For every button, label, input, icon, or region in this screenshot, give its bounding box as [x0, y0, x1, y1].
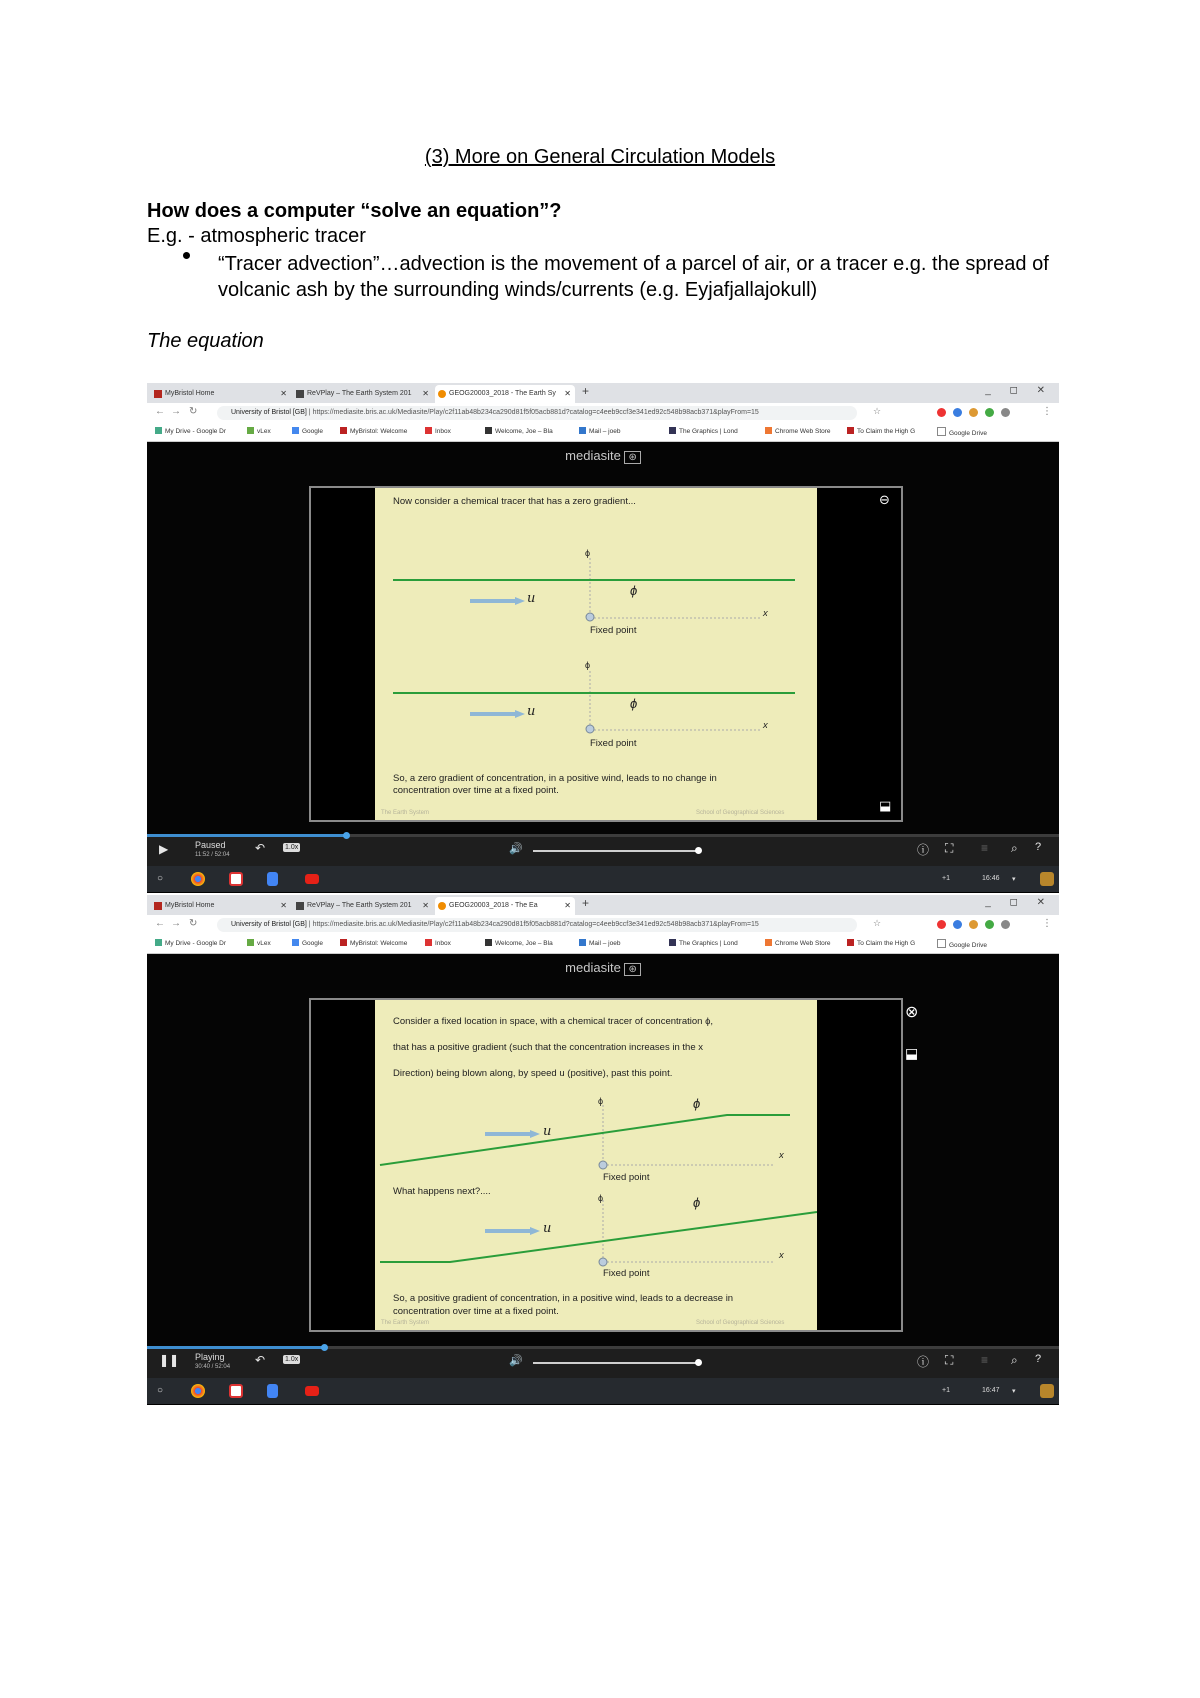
- bookmark-vlex[interactable]: vLex: [247, 427, 271, 435]
- bookmark-inbox[interactable]: Inbox: [425, 939, 451, 947]
- youtube-icon[interactable]: [305, 874, 319, 884]
- rewind-icon[interactable]: ↶: [255, 1353, 266, 1367]
- u-label: u: [543, 1221, 552, 1236]
- document-title: (3) More on General Circulation Models: [424, 146, 776, 168]
- phi-axis-label: ϕ: [598, 1096, 604, 1106]
- url-input[interactable]: University of Bristol [GB] | https://mediasite.bris.ac.uk/Mediasite/Play/c2f11ab48b234ca290d81f5f05acb881d?catalog=c4eeb9ccf3e341ed92c548b98acb371&playFrom=15: [217, 406, 857, 420]
- bookmark-mail[interactable]: Mail – joeb: [579, 939, 620, 947]
- wind-arrow: [470, 599, 515, 603]
- slide-line-2: that has a positive gradient (such that the concentration increases in the x: [393, 1042, 703, 1053]
- bullet-marker: [183, 252, 190, 259]
- avatar[interactable]: [1040, 1384, 1054, 1398]
- wifi-icon[interactable]: ▾: [1012, 876, 1016, 883]
- tab-label: MyBristol Home: [165, 902, 215, 909]
- launcher-icon[interactable]: ○: [157, 1385, 164, 1396]
- wifi-icon[interactable]: ▾: [1012, 1388, 1016, 1395]
- address-bar-row: [147, 403, 1059, 423]
- progress-bar[interactable]: [147, 834, 1059, 837]
- close-icon[interactable]: ✕: [564, 901, 571, 910]
- mediasite-logo: mediasite ⊛: [147, 960, 1059, 975]
- gmail-icon[interactable]: [229, 1384, 243, 1398]
- tab-mediasite[interactable]: [435, 897, 575, 915]
- wind-arrow-head: [515, 597, 525, 605]
- expand-icon[interactable]: ⬓: [905, 1045, 919, 1061]
- slide-positive-gradient: [375, 1000, 817, 1330]
- slide-zero-gradient: [375, 488, 817, 820]
- volume-icon[interactable]: 🔊: [509, 1355, 523, 1367]
- progress-bar[interactable]: [147, 1346, 1059, 1349]
- clock[interactable]: 16:46: [982, 875, 1000, 882]
- x-label: x: [763, 720, 768, 731]
- slide-line-3: Direction) being blown along, by speed u (positive), past this point.: [393, 1068, 673, 1079]
- conclusion-line-1: So, a zero gradient of concentration, in a positive wind, leads to no change in: [393, 773, 717, 784]
- bookmark-gdrive[interactable]: Google Drive: [937, 427, 987, 437]
- extension-icon[interactable]: [985, 920, 994, 929]
- equation-label: The equation: [147, 330, 264, 352]
- bookmarks-bar: [147, 423, 1059, 442]
- window-controls[interactable]: _ ◻ ✕: [985, 385, 1053, 396]
- video-stage: [147, 442, 1059, 834]
- conclusion-line-2: concentration over time at a fixed point.: [393, 1306, 559, 1317]
- tab-mybristol[interactable]: [151, 385, 291, 403]
- speed-button[interactable]: 1.0x: [285, 844, 299, 851]
- info-icon[interactable]: ⓘ: [917, 1355, 930, 1369]
- player-controls: [147, 1346, 1059, 1378]
- tab-label: MyBristol Home: [165, 390, 215, 397]
- tab-mediasite[interactable]: [435, 385, 575, 403]
- phi-axis-label: ϕ: [585, 660, 591, 670]
- url-input[interactable]: University of Bristol [GB] | https://mediasite.bris.ac.uk/Mediasite/Play/c2f11ab48b234ca290d81f5f05acb881d?catalog=c4eeb9ccf3e341ed92c548b98acb371&playFrom=15: [217, 918, 857, 932]
- forward-icon[interactable]: →: [171, 406, 181, 417]
- phi-label: ϕ: [630, 696, 638, 711]
- tab-mybristol[interactable]: [151, 897, 291, 915]
- tab-label: GEOG20003_2018 - The Earth Sy: [449, 390, 556, 397]
- search-icon[interactable]: ⌕: [1011, 1353, 1018, 1367]
- fixed-point-label: Fixed point: [603, 1268, 650, 1279]
- notification-badge[interactable]: +1: [942, 875, 950, 882]
- zero-gradient-diagram: [375, 488, 817, 820]
- playback-state: Playing: [195, 1352, 225, 1362]
- bookmark-gdrive[interactable]: Google Drive: [937, 939, 987, 949]
- tab-label: ReVPlay – The Earth System 201: [307, 902, 412, 909]
- clock[interactable]: 16:47: [982, 1387, 1000, 1394]
- phi-axis-label: ϕ: [585, 548, 591, 558]
- search-icon[interactable]: ⌕: [1011, 841, 1018, 855]
- upper-panel: [393, 558, 795, 621]
- site-identity: University of Bristol [GB]: [231, 921, 307, 928]
- x-label: x: [779, 1250, 784, 1261]
- bookmark-webstore[interactable]: Chrome Web Store: [765, 939, 831, 947]
- screenshot-playing: [147, 895, 1059, 1405]
- reload-icon[interactable]: ↻: [189, 918, 198, 929]
- example-line: E.g. - atmospheric tracer: [147, 225, 366, 247]
- play-icon[interactable]: ▶: [159, 842, 169, 856]
- close-icon[interactable]: ✕: [280, 901, 287, 910]
- slide-footer-left: The Earth System: [381, 1320, 430, 1326]
- extension-icon[interactable]: [937, 408, 946, 417]
- address-bar-row: [147, 915, 1059, 935]
- conclusion-line-2: concentration over time at a fixed point.: [393, 785, 559, 796]
- back-icon[interactable]: ←: [155, 406, 165, 417]
- wind-arrow-head: [530, 1130, 540, 1138]
- volume-knob[interactable]: [695, 1359, 702, 1366]
- bookmark-google[interactable]: Google: [292, 427, 323, 435]
- extension-icon[interactable]: [969, 408, 978, 417]
- bookmark-mybristol[interactable]: MyBristol: Welcome: [340, 427, 407, 435]
- fixed-point-marker: [586, 613, 594, 621]
- fixed-point-marker: [599, 1161, 607, 1169]
- new-tab-button[interactable]: +: [582, 896, 590, 910]
- slide-heading: Now consider a chemical tracer that has a zero gradient...: [393, 496, 636, 507]
- bookmark-drive[interactable]: My Drive - Google Dr: [155, 939, 226, 947]
- lower-panel: [380, 1200, 817, 1266]
- progress-fill: [147, 834, 347, 837]
- fixed-point-label: Fixed point: [603, 1172, 650, 1183]
- close-icon[interactable]: ✕: [564, 389, 571, 398]
- slide-frame: [309, 486, 903, 822]
- fullscreen-icon[interactable]: ⛶: [945, 1353, 954, 1367]
- phi-label: ϕ: [693, 1096, 701, 1111]
- os-taskbar: [147, 866, 1059, 892]
- x-label: x: [779, 1150, 784, 1161]
- url-text: https://mediasite.bris.ac.uk/Mediasite/Play/c2f11ab48b234ca290d81f5f05acb881d?catalog=c4eeb9ccf3e341ed92c548b98acb371&playFrom=15: [312, 921, 759, 928]
- list-icon[interactable]: ≡: [981, 841, 989, 855]
- mediasite-tab-icon: [438, 390, 446, 398]
- upper-panel: [380, 1105, 790, 1169]
- positive-gradient-diagram: [375, 1000, 817, 1330]
- revplay-icon: [296, 390, 304, 398]
- wind-arrow-head: [515, 710, 525, 718]
- fixed-point-label: Fixed point: [590, 625, 637, 636]
- pause-icon[interactable]: ❚❚: [159, 1353, 180, 1367]
- slide-question: What happens next?....: [393, 1186, 491, 1197]
- mybristol-icon: [154, 902, 162, 910]
- reload-icon[interactable]: ↻: [189, 406, 198, 417]
- wind-arrow-head: [530, 1227, 540, 1235]
- slide-footer-left: The Earth System: [381, 810, 430, 816]
- u-label: u: [543, 1124, 552, 1139]
- section-heading: How does a computer “solve an equation”?: [147, 200, 562, 222]
- bookmark-webstore[interactable]: Chrome Web Store: [765, 427, 831, 435]
- os-taskbar: [147, 1378, 1059, 1404]
- bookmarks-bar: [147, 935, 1059, 954]
- volume-knob[interactable]: [695, 847, 702, 854]
- mediasite-logo: mediasite ⊛: [147, 448, 1059, 463]
- close-icon[interactable]: ✕: [422, 901, 429, 910]
- wind-arrow: [485, 1132, 530, 1136]
- lower-panel: [393, 671, 795, 733]
- star-icon[interactable]: ☆: [873, 406, 882, 416]
- close-icon[interactable]: ✕: [422, 389, 429, 398]
- wind-arrow: [470, 712, 515, 716]
- back-icon[interactable]: ←: [155, 918, 165, 929]
- bookmark-claim[interactable]: To Claim the High G: [847, 427, 915, 435]
- youtube-icon[interactable]: [305, 1386, 319, 1396]
- conclusion-line-1: So, a positive gradient of concentration, in a positive wind, leads to a decrease in: [393, 1293, 734, 1304]
- player-controls: [147, 834, 1059, 866]
- bookmark-google[interactable]: Google: [292, 939, 323, 947]
- close-icon[interactable]: ✕: [280, 389, 287, 398]
- extension-icon[interactable]: [937, 920, 946, 929]
- mediasite-tab-icon: [438, 902, 446, 910]
- volume-slider[interactable]: [533, 850, 698, 852]
- bookmark-inbox[interactable]: Inbox: [425, 427, 451, 435]
- chrome-icon[interactable]: [191, 1384, 205, 1398]
- tab-label: ReVPlay – The Earth System 201: [307, 390, 412, 397]
- browser-tab-bar: [147, 895, 1059, 915]
- url-text: https://mediasite.bris.ac.uk/Mediasite/Play/c2f11ab48b234ca290d81f5f05acb881d?catalog=c4eeb9ccf3e341ed92c548b98acb371&playFrom=15: [312, 409, 759, 416]
- u-label: u: [527, 591, 536, 606]
- extension-icon[interactable]: [969, 920, 978, 929]
- help-icon[interactable]: ?: [1035, 841, 1042, 853]
- progress-knob[interactable]: [321, 1344, 328, 1351]
- fixed-point-label: Fixed point: [590, 738, 637, 749]
- volume-icon[interactable]: 🔊: [509, 843, 523, 855]
- chrome-icon[interactable]: [191, 872, 205, 886]
- bookmark-mybristol[interactable]: MyBristol: Welcome: [340, 939, 407, 947]
- extension-icon[interactable]: [953, 920, 962, 929]
- tab-label: GEOG20003_2018 - The Ea: [449, 902, 538, 909]
- phi-label: ϕ: [630, 583, 638, 598]
- mybristol-icon: [154, 390, 162, 398]
- slide-line-1: Consider a fixed location in space, with a chemical tracer of concentration ϕ,: [393, 1016, 714, 1027]
- browser-tab-bar: [147, 383, 1059, 403]
- close-icon[interactable]: ⊗: [905, 1004, 919, 1021]
- extension-icon[interactable]: [1001, 920, 1010, 929]
- wind-arrow: [485, 1229, 530, 1233]
- notification-badge[interactable]: +1: [942, 1387, 950, 1394]
- window-controls[interactable]: _ ◻ ✕: [985, 897, 1053, 908]
- menu-icon[interactable]: ⋮: [1042, 918, 1052, 929]
- avatar[interactable]: [1040, 872, 1054, 886]
- site-identity: University of Bristol [GB]: [231, 409, 307, 416]
- progress-knob[interactable]: [343, 832, 350, 839]
- concentration-line: [380, 1212, 817, 1262]
- help-icon[interactable]: ?: [1035, 1353, 1042, 1365]
- bookmark-welcome[interactable]: Welcome, Joe – Bla: [485, 427, 553, 435]
- phi-axis-label: ϕ: [598, 1193, 604, 1203]
- bookmark-mail[interactable]: Mail – joeb: [579, 427, 620, 435]
- forward-icon[interactable]: →: [171, 918, 181, 929]
- tab-revplay[interactable]: [293, 385, 433, 403]
- screenshot-paused: [147, 383, 1059, 893]
- tab-revplay[interactable]: [293, 897, 433, 915]
- extension-icon[interactable]: [985, 408, 994, 417]
- concentration-line: [380, 1115, 790, 1165]
- speed-button[interactable]: 1.0x: [285, 1356, 299, 1363]
- info-icon[interactable]: ⓘ: [917, 843, 930, 857]
- new-tab-button[interactable]: +: [582, 384, 590, 398]
- phi-label: ϕ: [693, 1195, 701, 1210]
- bookmark-welcome[interactable]: Welcome, Joe – Bla: [485, 939, 553, 947]
- fullscreen-icon[interactable]: ⛶: [945, 841, 954, 855]
- fixed-point-marker: [599, 1258, 607, 1266]
- u-label: u: [527, 704, 536, 719]
- slide-footer-right: School of Geographical Sciences: [696, 810, 785, 816]
- extension-icon[interactable]: [1001, 408, 1010, 417]
- menu-icon[interactable]: ⋮: [1042, 406, 1052, 417]
- x-label: x: [763, 608, 768, 619]
- fixed-point-marker: [586, 725, 594, 733]
- slide-frame: [309, 998, 903, 1332]
- bookmark-claim[interactable]: To Claim the High G: [847, 939, 915, 947]
- docs-icon[interactable]: [267, 872, 278, 886]
- rotate-icon[interactable]: ⊖: [879, 492, 890, 507]
- bookmark-graphics[interactable]: The Graphics | Lond: [669, 427, 738, 435]
- revplay-icon: [296, 902, 304, 910]
- docs-icon[interactable]: [267, 1384, 278, 1398]
- launcher-icon[interactable]: ○: [157, 873, 164, 884]
- playback-time: 11:52 / 52:04: [195, 852, 230, 858]
- expand-icon[interactable]: ⬓: [879, 798, 892, 813]
- bookmark-vlex[interactable]: vLex: [247, 939, 271, 947]
- gmail-icon[interactable]: [229, 872, 243, 886]
- slide-footer-right: School of Geographical Sciences: [696, 1320, 785, 1326]
- star-icon[interactable]: ☆: [873, 918, 882, 928]
- playback-state: Paused: [195, 840, 226, 850]
- bookmark-drive[interactable]: My Drive - Google Dr: [155, 427, 226, 435]
- bookmark-graphics[interactable]: The Graphics | Lond: [669, 939, 738, 947]
- progress-fill: [147, 1346, 325, 1349]
- extension-icon[interactable]: [953, 408, 962, 417]
- video-stage: [147, 954, 1059, 1346]
- bullet-text: “Tracer advection”…advection is the movement of a parcel of air, or a tracer e.g. the spread of volcanic ash by the surrounding winds/currents (e.g. Eyjafjallajokull): [218, 253, 1049, 301]
- rewind-icon[interactable]: ↶: [255, 841, 266, 855]
- list-icon[interactable]: ≡: [981, 1353, 989, 1367]
- volume-slider[interactable]: [533, 1362, 698, 1364]
- playback-time: 30:40 / 52:04: [195, 1364, 231, 1370]
